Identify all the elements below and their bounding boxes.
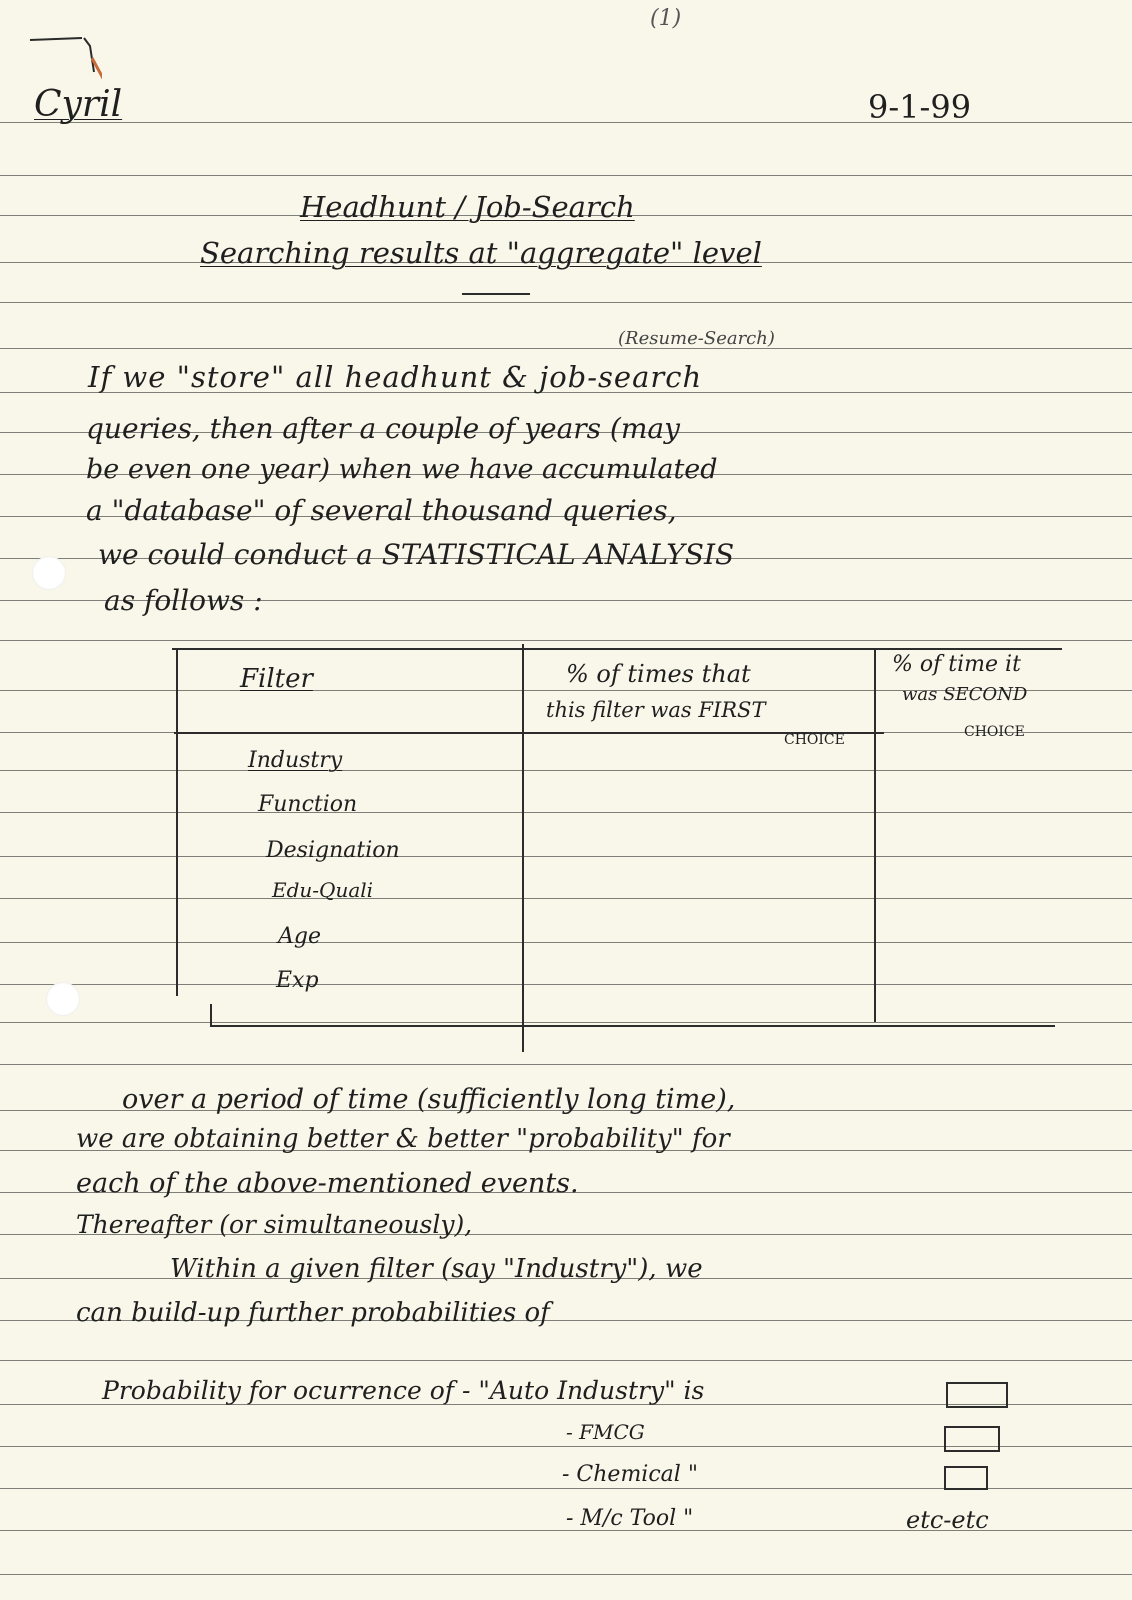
table-left-tail bbox=[210, 1004, 212, 1026]
probability-box-3 bbox=[944, 1466, 988, 1490]
table-row-edu-quali: Edu-Quali bbox=[272, 878, 374, 902]
table-divider-2 bbox=[874, 648, 876, 1022]
header-second-choice-line3: CHOICE bbox=[964, 724, 1025, 740]
author-name: Cyril bbox=[34, 84, 123, 125]
ruled-line bbox=[0, 898, 1132, 899]
intro-line-1: If we "store" all headhunt & job-search bbox=[88, 360, 703, 394]
table-row-industry: Industry bbox=[248, 748, 343, 773]
probability-trailer: etc-etc bbox=[906, 1506, 989, 1534]
body-line-3: each of the above-mentioned events. bbox=[76, 1168, 579, 1199]
intro-line-2: queries, then after a couple of years (may bbox=[86, 412, 680, 445]
punch-hole-top bbox=[32, 556, 66, 590]
ruled-line bbox=[0, 1574, 1132, 1575]
probability-box-1 bbox=[946, 1382, 1008, 1408]
table-top-border bbox=[172, 648, 1062, 650]
ruled-line bbox=[0, 1022, 1132, 1023]
punch-hole-bottom bbox=[46, 982, 80, 1016]
corner-staple-mark bbox=[22, 28, 102, 88]
ruled-line bbox=[0, 812, 1132, 813]
header-second-choice-line1: % of time it bbox=[892, 652, 1021, 677]
body-line-1: over a period of time (sufficiently long time), bbox=[122, 1084, 736, 1115]
ruled-line bbox=[0, 856, 1132, 857]
probability-item-chemical: - Chemical " bbox=[562, 1462, 698, 1487]
title-underline bbox=[462, 293, 530, 295]
table-row-age: Age bbox=[278, 924, 321, 949]
table-row-designation: Designation bbox=[266, 838, 400, 863]
body-line-5: Within a given filter (say "Industry"), we bbox=[170, 1254, 703, 1284]
table-row-exp: Exp bbox=[276, 968, 319, 993]
page-subtitle: Searching results at "aggregate" level bbox=[200, 236, 762, 270]
intro-line-5: we could conduct a STATISTICAL ANALYSIS bbox=[98, 538, 735, 571]
probability-box-2 bbox=[944, 1426, 1000, 1452]
resume-search-annotation: (Resume-Search) bbox=[618, 328, 775, 349]
page-number: (1) bbox=[650, 6, 682, 31]
ruled-line bbox=[0, 348, 1132, 349]
table-bottom-border bbox=[210, 1025, 1055, 1027]
probability-item-mc-tool: - M/c Tool " bbox=[566, 1506, 694, 1531]
probability-lead: Probability for ocurrence of - "Auto Industry" is bbox=[102, 1376, 705, 1405]
header-second-choice-line2: was SECOND bbox=[902, 684, 1028, 705]
header-filter: Filter bbox=[240, 664, 313, 694]
body-line-6: can build-up further probabilities of bbox=[76, 1298, 550, 1328]
table-header-divider bbox=[174, 732, 884, 734]
body-line-4: Thereafter (or simultaneously), bbox=[76, 1210, 473, 1239]
intro-line-4: a "database" of several thousand queries, bbox=[86, 494, 677, 527]
body-line-2: we are obtaining better & better "probability" for bbox=[76, 1124, 730, 1154]
ruled-line bbox=[0, 984, 1132, 985]
ruled-line bbox=[0, 942, 1132, 943]
ruled-line bbox=[0, 770, 1132, 771]
ruled-line bbox=[0, 640, 1132, 641]
header-first-choice-line1: % of times that bbox=[566, 660, 751, 688]
date: 9-1-99 bbox=[868, 88, 972, 126]
ruled-line bbox=[0, 302, 1132, 303]
ruled-line bbox=[0, 1360, 1132, 1361]
table-left-border bbox=[176, 648, 178, 996]
intro-line-6: as follows : bbox=[104, 584, 263, 617]
probability-item-fmcg: - FMCG bbox=[566, 1420, 645, 1444]
table-divider-1 bbox=[522, 644, 524, 1052]
page-title: Headhunt / Job-Search bbox=[300, 190, 635, 224]
ruled-line bbox=[0, 175, 1132, 176]
header-first-choice-line2: this filter was FIRST bbox=[546, 698, 766, 722]
ruled-line bbox=[0, 1064, 1132, 1065]
header-first-choice-line3: CHOICE bbox=[784, 732, 845, 748]
table-row-function: Function bbox=[258, 792, 358, 817]
intro-line-3: be even one year) when we have accumulated bbox=[86, 454, 718, 485]
